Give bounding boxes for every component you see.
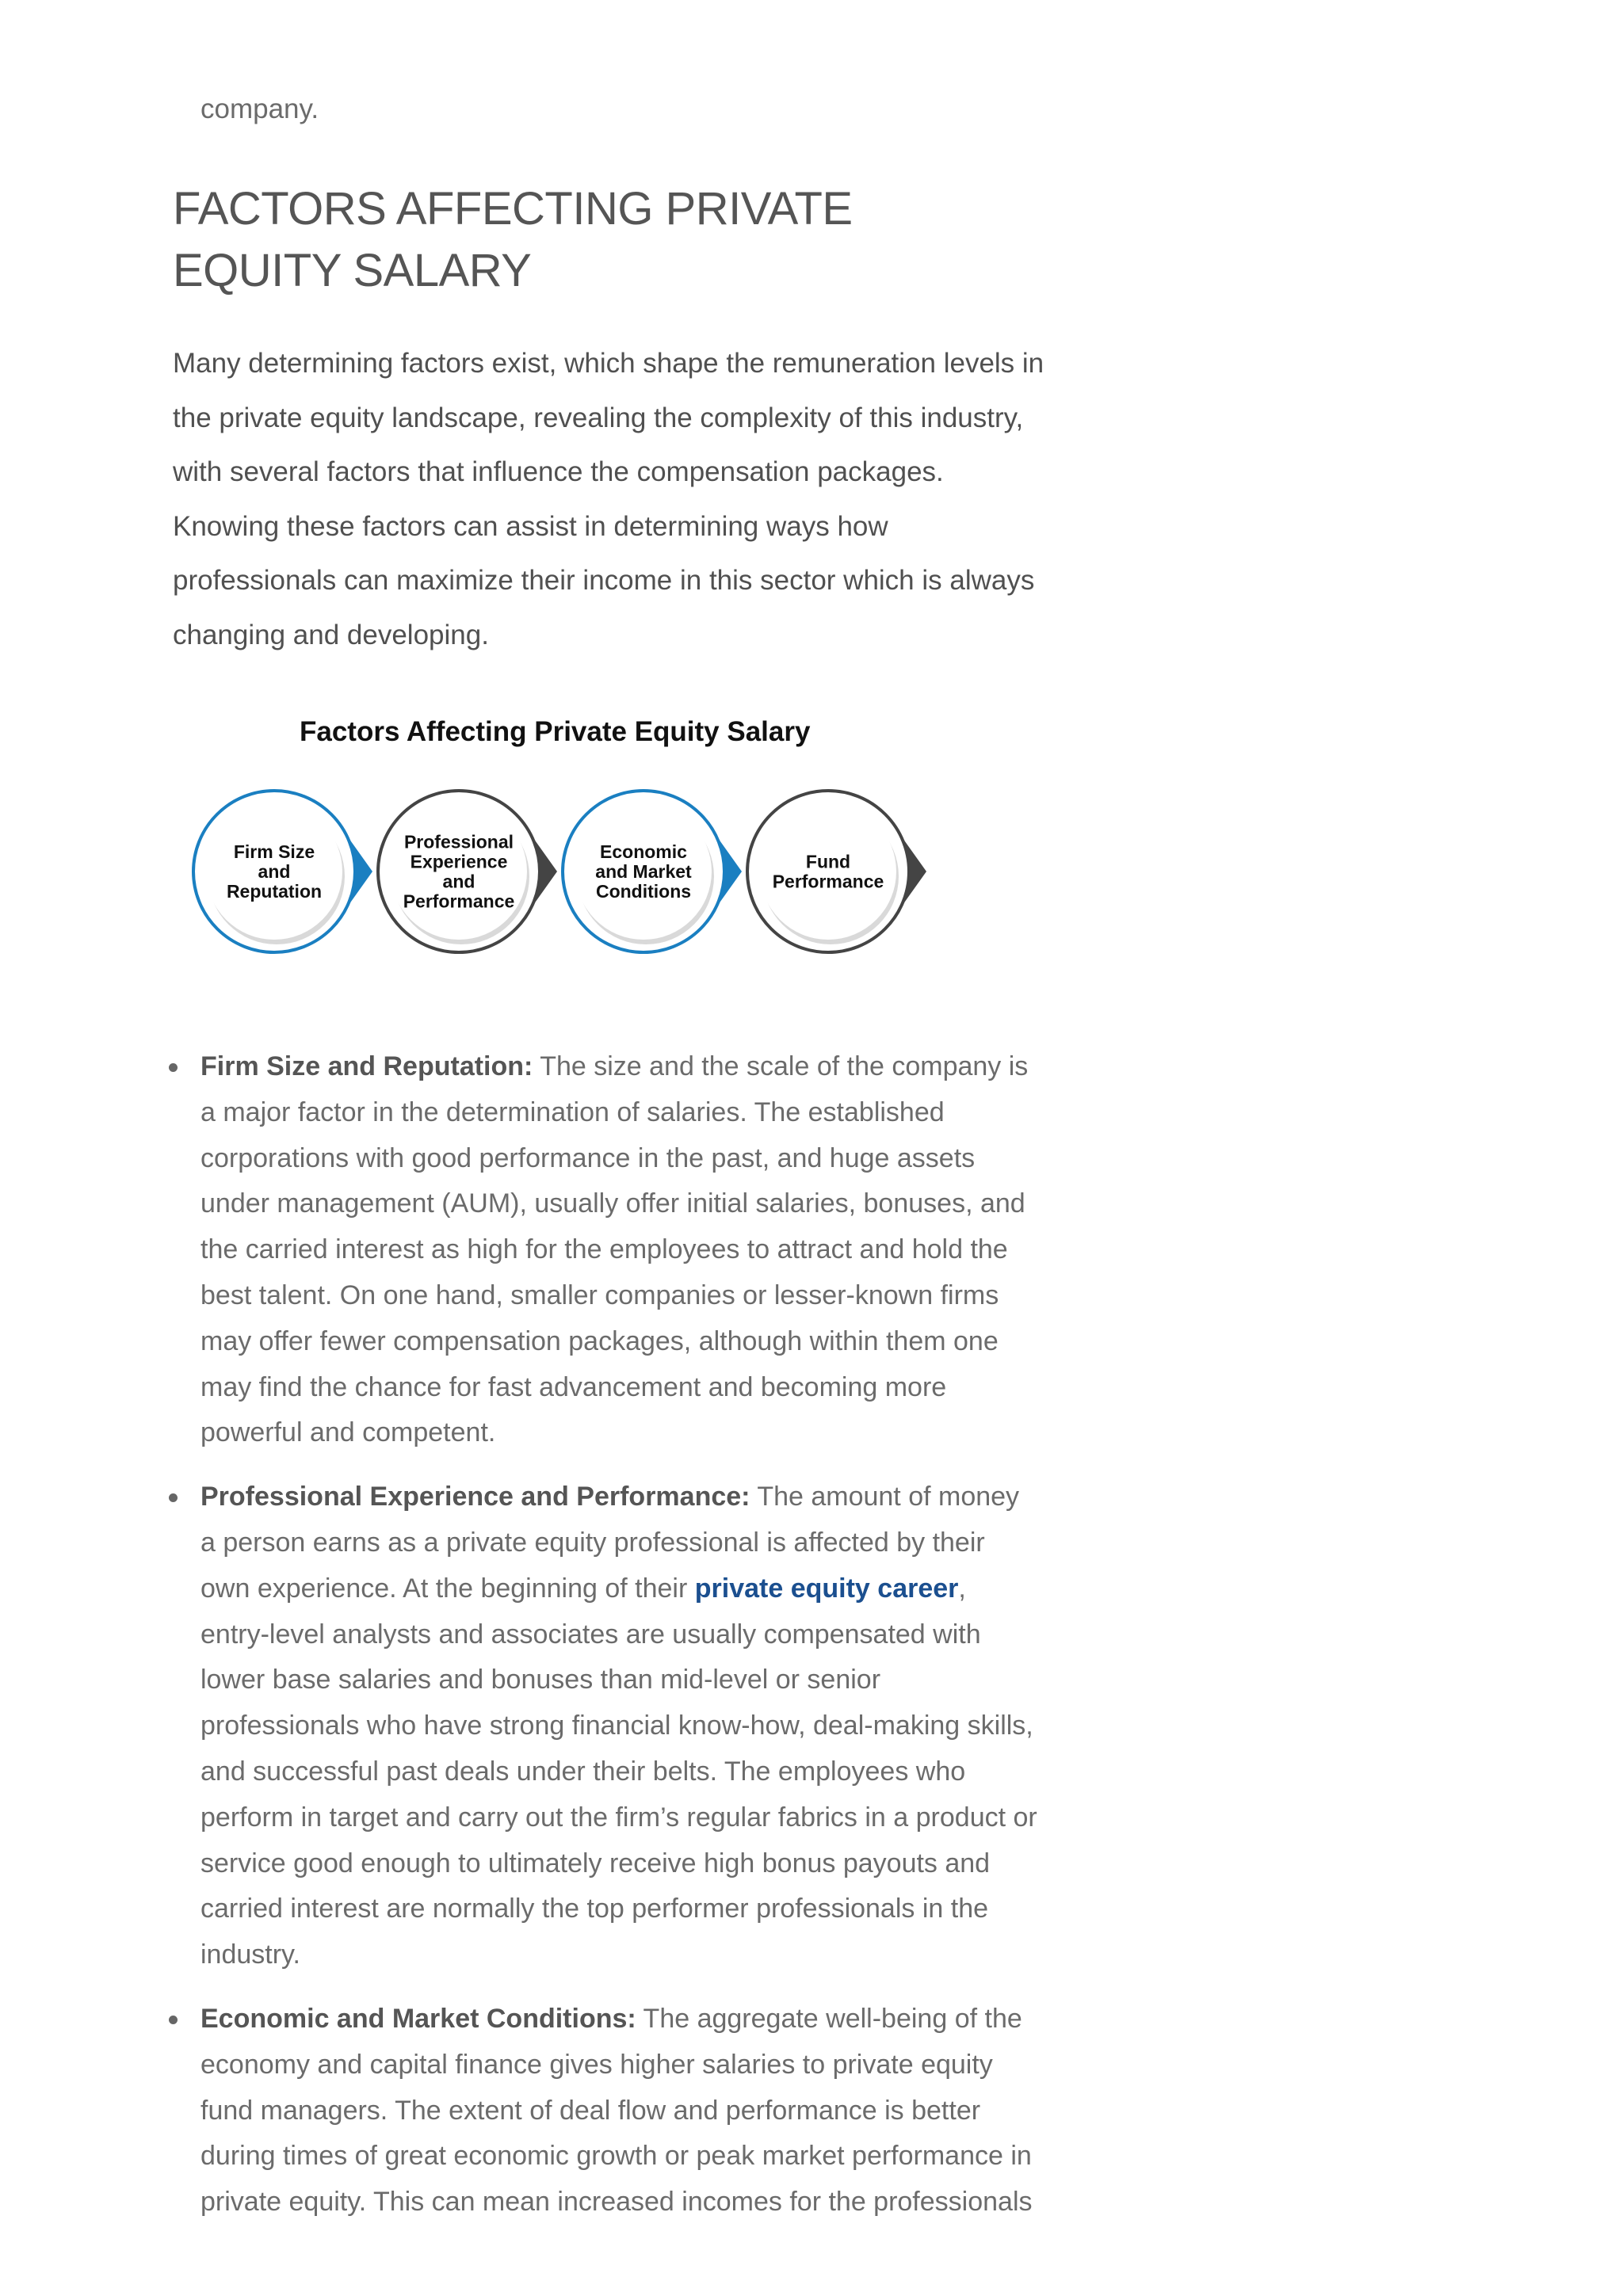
factor-circle [563, 791, 742, 952]
circle-label: Experience [410, 851, 508, 872]
circle-label: Conditions [595, 881, 692, 902]
circle-label: Reputation [226, 881, 323, 902]
factor-list [200, 1044, 1041, 2244]
circle-label: Economic [600, 841, 687, 862]
factor-text: The aggregate well-being of the economy and capital finance gives higher salaries to private equity fund managers. The extent of deal flow and performance is better during times of great economic growth or peak market performance in private equity. This can mean increased incomes for the professionals [200, 2003, 1033, 2218]
factor-text-continued: , entry-level analysts and associates are usually compensated with lower base salaries and bonuses than mid-level or senior professionals who have strong financial know-how, deal-making skills, and successful past deals under their belts. The employees who perform in target and carry out the firm’s regular fabrics in a product or service good enough to ultimately receive high bonus payouts and carried interest are normally the top performer professionals in the industry. [200, 1573, 1037, 1970]
circle-label: Performance [403, 891, 515, 912]
circle-label: and [258, 861, 291, 882]
section-heading: FACTORS AFFECTING PRIVATE EQUITY SALARY [173, 183, 853, 296]
circle-label: and Market [595, 861, 692, 882]
factor-title: Economic and Market Conditions: [200, 2003, 636, 2034]
circle-label: Fund [805, 851, 851, 872]
private-equity-career-link[interactable]: private equity career [694, 1573, 959, 1604]
factor-title: Firm Size and Reputation: [200, 1051, 533, 1081]
infographic-circles [173, 784, 949, 974]
circle-label: Performance [772, 871, 884, 892]
list-item-economic-conditions [200, 1997, 1041, 2225]
factor-circle [747, 791, 926, 952]
factor-circle [378, 791, 557, 952]
list-item-firm-size [200, 1044, 1041, 1456]
intro-paragraph: Many determining factors exist, which shape the remuneration levels in the private equity landscape, revealing the complexity of this industry, with several factors that influence the compensation packages. Knowing these factors can assist in determining ways how professionals can maximize their income in this sector which is always changing and developing. [173, 348, 1044, 650]
factors-infographic [173, 705, 965, 990]
factor-title: Professional Experience and Performance: [200, 1482, 750, 1512]
circle-label: and [442, 871, 475, 892]
previous-paragraph-tail: company. [200, 93, 319, 124]
factor-text: The amount of money a person earns as a private equity professional is affected by their own experience. At the beginning of their [200, 1482, 1020, 1604]
circle-label: Firm Size [233, 841, 315, 862]
infographic-title: Factors Affecting Private Equity Salary [300, 716, 811, 747]
factor-circle [193, 791, 372, 952]
circle-label: Professional [403, 831, 514, 852]
factor-text: The size and the scale of the company is a major factor in the determination of salaries. The established corporations with good performance in the past, and huge assets under management (AUM), usually offer initial salaries, bonuses, and the carried interest as high for the employees to attract and hold the best talent. On one hand, smaller companies or lesser-known firms may offer fewer compensation packages, although within them one may find the chance for fast advancement and becoming more powerful and competent. [200, 1051, 1029, 1448]
list-item-professional-experience [200, 1474, 1041, 1978]
